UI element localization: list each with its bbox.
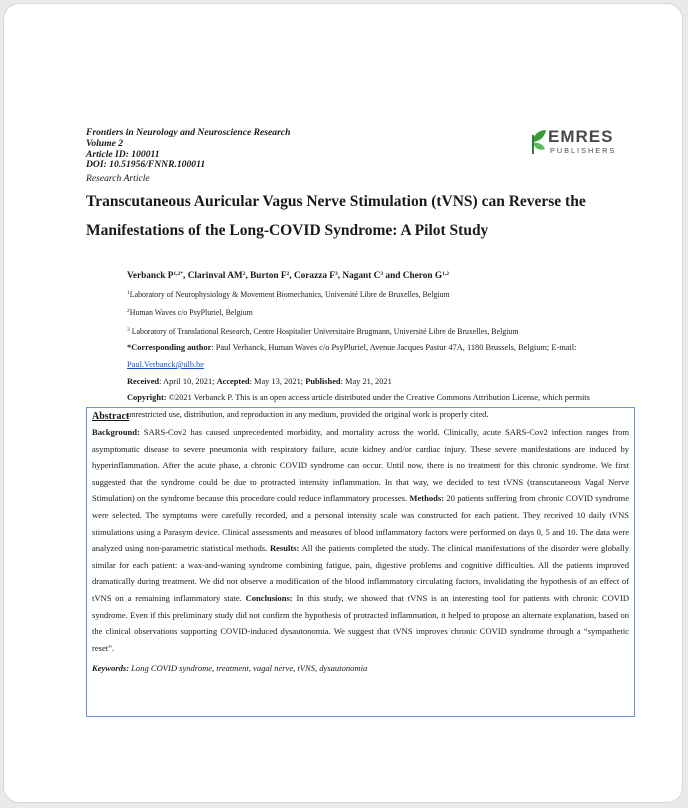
emres-leaf-icon [531, 129, 547, 155]
article-id: Article ID: 100011 [86, 148, 160, 160]
author: Verbanck $P^{1,2*}$, [127, 271, 188, 281]
email-link[interactable]: Paul.Verbanck@ulb.be [127, 359, 205, 369]
dates: Received: April 10, 2021; Accepted: May 13, 2021; Published: May 21, 2021 [127, 376, 392, 386]
publisher-name: EMRES [548, 127, 614, 146]
author: Cheron G$^{1,2}$ [402, 271, 449, 281]
doi: DOI: 10.51956/FNNR.100011 [86, 159, 206, 171]
corresponding-author: *Corresponding author: Paul Verbanck, Human Waves c/o PsyPluriel, Avenue Jacques Pastur 47A, 1180 Brussels, Belgium; E-mail: Paul.Verbanck@ulb.be [127, 343, 577, 369]
abstract-box [86, 407, 635, 717]
author: Corazza $F^3$, [293, 271, 343, 281]
affiliation: $^2$Human Waves c/o PsyPluriel, Belgium [127, 308, 253, 318]
journal-volume: Volume 2 [86, 137, 124, 149]
publisher-logo [531, 127, 626, 157]
journal-info [86, 128, 290, 171]
article-type: Research Article [86, 173, 150, 184]
page [3, 3, 683, 803]
affiliation: $^3$ Laboratory of Translational Research, Centre Hospitalier Universitaire Brugmann, Université Libre de Bruxelles, Belgium [127, 326, 519, 336]
keywords: Keywords: Long COVID syndrome, treatment, vagal nerve, tVNS, dysautonomia [92, 663, 368, 674]
article-title: Transcutaneous Auricular Vagus Nerve Stimulation (tVNS) can Reverse the Manifestations of the Long-COVID Syndrome: A Pilot Study [86, 193, 586, 239]
author: Clarinval $AM^2$, [187, 271, 251, 281]
abstract-heading: Abstract [92, 411, 130, 422]
author: Burton $F^2$, [250, 271, 294, 281]
publisher-sub: PUBLISHERS [550, 146, 617, 155]
article-meta [127, 266, 625, 423]
abstract-text: Background: SARS-Cov2 has caused unprecedented morbidity, and mortality across the world. Clinically, acute SARS-Cov2 infection ranges from asymptomatic disease to severe pneumonia with respiratory failure, acute kidney and/or cardiac injury. These severe manifestations are induced by hyperinflammation. After the acute phase, a chronic COVID syndrome can occur. Until now, there is no treatment for this chronic syndrome. We first suggested that the syndrome could be due to protracted intensity inflammation. In that way, we decided to test tVNS (transcutaneous Vagal Nerve Stimulation) on the syndrome because this procedure could reduce inflammatory processes. Methods: 20 patients suffering from chronic COVID syndrome were selected. The symptoms were carefully recorded, and a personal intensity scale was constructed for each patient. They received 10 daily tVNS stimulations using a Parasym device. Clinical assessments and measures of blood inflammatory factors were performed on days 0, 5 and 10. The data were analyzed using non-parametric statistical methods. Results: All the patients completed the study. The clinical manifestations of the disorder were globally similar for each patient: a wax-and-waning syndrome combining fatigue, pain, digestive problems and cognitive difficulties. All the patients improved dramatically during treatment. We did not observe a modification of the blood inflammatory circulating factors, invalidating the hypothesis of an effect of tVNS on a remaining inflammatory state. Conclusions: In this study, we showed that tVNS is an interesting tool for patients with chronic COVID syndrome. Even if this preliminary study did not confirm the hypothesis of protracted inflammation, it helped to propose an alternate explanation, based on the clinical observations supporting COVID-induced dysautonomia. We suggest that tVNS improves chronic COVID syndrome through a “sympathetic reset”. [92, 427, 629, 653]
author: Nagant $C^3$ and [342, 271, 403, 281]
journal-name: Frontiers in Neurology and Neuroscience Research [86, 127, 291, 138]
author-list [127, 266, 625, 285]
copyright: Copyright: ©2021 Verbanck P. This is an open access article distributed under the Creative Commons Attribution License, which permits unrestricted use, distribution, and reproduction in any medium, provided the original work is properly cited. [127, 393, 590, 419]
affiliation: $^1$Laboratory of Neurophysiology & Movement Biomechanics, Université Libre de Bruxelles, Belgium [127, 289, 450, 299]
